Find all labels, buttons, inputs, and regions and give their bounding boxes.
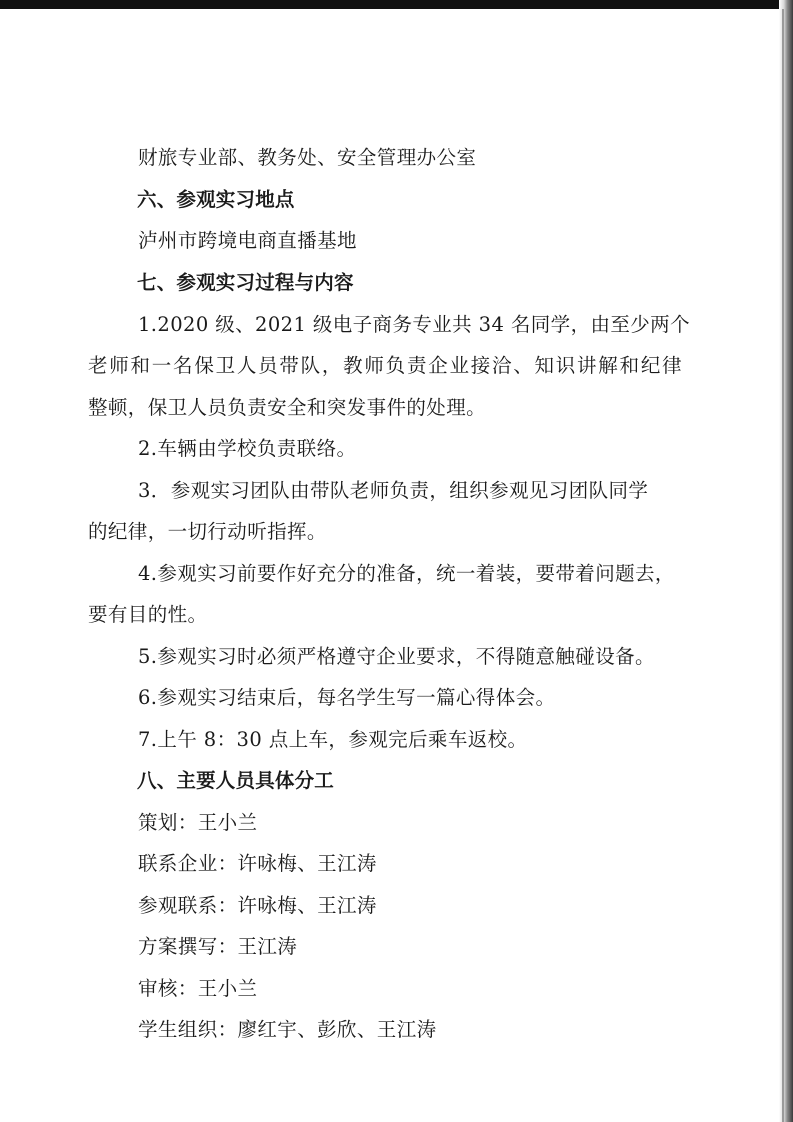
item-6: 6.参观实习结束后，每名学生写一篇心得体会。 [138, 686, 556, 709]
item-5: 5.参观实习时必须严格遵守企业要求，不得随意触碰设备。 [138, 645, 655, 668]
item-1-line-1: 1.2020 级、2021 级电子商务专业共 34 名同学，由至少两个 [138, 313, 690, 336]
role-writing: 方案撰写：王江涛 [138, 935, 298, 958]
section-six-heading: 六、参观实习地点 [137, 188, 295, 211]
item-2: 2.车辆由学校负责联络。 [138, 437, 357, 460]
role-contact-company: 联系企业：许咏梅、王江涛 [138, 852, 377, 875]
role-plan: 策划：王小兰 [138, 811, 258, 834]
item-1-line-2: 老师和一名保卫人员带队，教师负责企业接洽、知识讲解和纪律 [88, 354, 684, 377]
role-visit-contact: 参观联系：许咏梅、王江涛 [138, 894, 377, 917]
location-line: 泸州市跨境电商直播基地 [138, 229, 357, 252]
role-students: 学生组织：廖红宇、彭欣、王江涛 [138, 1018, 437, 1041]
item-3-line-2: 的纪律，一切行动听指挥。 [88, 520, 327, 543]
item-1-line-3: 整顿，保卫人员负责安全和突发事件的处理。 [88, 396, 487, 419]
item-7: 7.上午 8：30 点上车，参观完后乘车返校。 [138, 728, 528, 751]
role-review: 审核：王小兰 [138, 977, 258, 1000]
item-4-line-2: 要有目的性。 [88, 603, 208, 626]
item-4-line-1: 4.参观实习前要作好充分的准备，统一着装，要带着问题去， [138, 562, 675, 585]
section-eight-heading: 八、主要人员具体分工 [137, 769, 335, 792]
item-3-line-1: 3．参观实习团队由带队老师负责，组织参观见习团队同学 [138, 479, 649, 502]
departments-line: 财旅专业部、教务处、安全管理办公室 [138, 146, 477, 169]
section-seven-heading: 七、参观实习过程与内容 [137, 271, 354, 294]
